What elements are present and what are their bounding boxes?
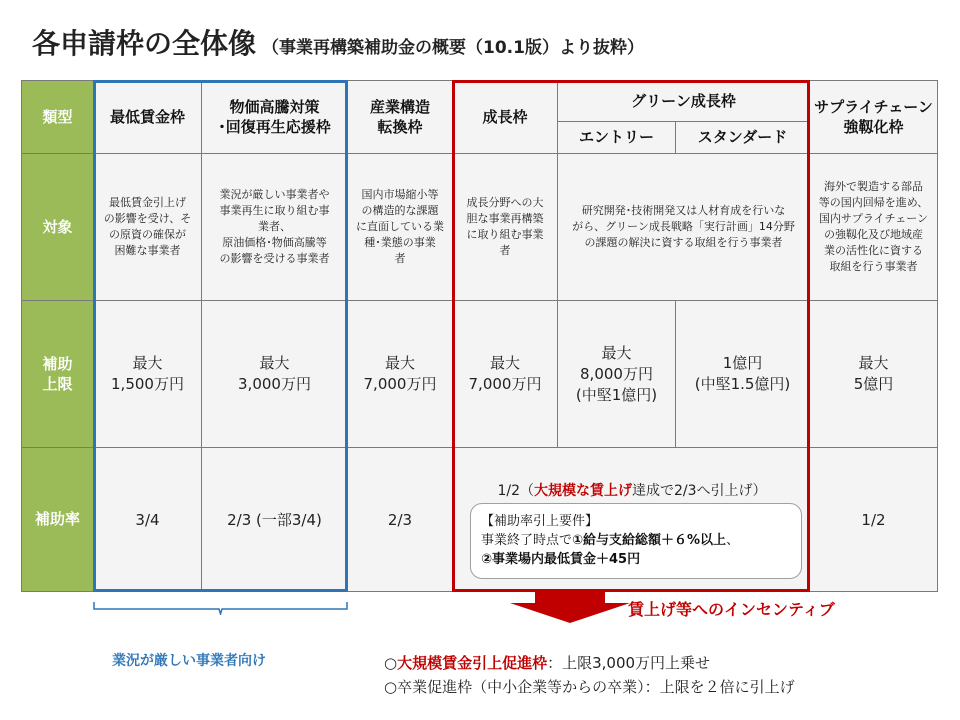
blue-brace: [93, 601, 348, 615]
limit-recovery: [201, 300, 348, 448]
growth-rate-highlight: 大規模な賃上げ: [534, 483, 632, 499]
header-recovery-text: 物価高騰対策 ･回復再生応援枠: [218, 97, 331, 136]
target-green-text: 研究開発･技術開発又は人材育成を行いな がら、グリーン成長戦略「実行計画」14分野 の課題の解決に資する取組を行う事業者: [572, 204, 795, 249]
target-minwage-text: 最低賃金引上げ の影響を受け、そ の原資の確保が 困難な事業者: [103, 196, 192, 257]
row-label-limit: [21, 300, 94, 448]
limit-industry-text: 最大 7,000万円: [363, 354, 437, 393]
note-1-prefix: ○: [384, 654, 398, 672]
incentive-label: 賃上げ等へのインセンティブ: [628, 600, 835, 619]
limit-green-standard: [675, 300, 810, 448]
requirement-box: [470, 503, 802, 579]
target-industry-text: 国内市場縮小等 の構造的な課題 に直面している業 種･業態の事業 者: [356, 188, 444, 265]
header-green-standard: [675, 121, 810, 154]
rate-recovery-text: 2/3 (一部3/4): [227, 511, 322, 529]
row-label-limit-text: 補助 上限: [42, 354, 73, 393]
note-1-highlight: 大規模賃金引上促進枠: [397, 654, 548, 672]
header-green-standard-text: スタンダード: [697, 128, 788, 147]
limit-recovery-text: 最大 3,000万円: [238, 354, 311, 393]
note-1-text: ：上限3,000万円上乗せ: [547, 654, 711, 672]
requirement-line1-bold: ①給与支給総額＋６%以上: [572, 532, 727, 548]
header-minwage-text: 最低賃金枠: [109, 107, 185, 126]
header-green-entry: [557, 121, 676, 154]
limit-green-entry: [557, 300, 676, 448]
rate-industry-text: 2/3: [387, 510, 413, 529]
limit-green-entry-text: 最大 8,000万円 (中堅1億円): [575, 343, 658, 404]
note-line-1: [384, 652, 710, 673]
header-growth-text: 成長枠: [482, 107, 528, 126]
row-label-target-text: 対象: [42, 217, 73, 236]
row-label-target: [21, 153, 94, 301]
target-recovery: [201, 153, 348, 301]
target-supply-text: 海外で製造する部品 等の国内回帰を進め、 国内サプライチェーン の強靱化及び地域産 業の活性化に資する 取組を行う事業者: [818, 180, 929, 273]
header-recovery: [201, 80, 348, 154]
header-industry-text: 産業構造 転換枠: [369, 97, 430, 136]
header-supply-text: サプライチェーン 強靱化枠: [814, 97, 933, 136]
target-growth-text: 成長分野への大 胆な事業再構築 に取り組む事業 者: [466, 196, 544, 257]
note-2-prefix: ○: [384, 678, 398, 696]
header-industry: [347, 80, 453, 154]
row-label-type-text: 類型: [42, 107, 73, 126]
note-line-2: [384, 676, 795, 697]
target-recovery-text: 業況が厳しい事業者や 事業再生に取り組む事 業者、 原油価格･物価高騰等 の影響を受ける事業者: [219, 188, 330, 265]
rate-minwage-text: 3/4: [135, 510, 160, 529]
header-green-entry-text: エントリー: [578, 128, 654, 147]
header-supply: [809, 80, 938, 154]
rate-supply: [809, 447, 938, 592]
requirement-line1-text: 事業終了時点で: [481, 532, 573, 548]
title-sub: （事業再構築補助金の概要（10.1版）より抜粋）: [262, 38, 644, 58]
limit-green-standard-text: 1億円 (中堅1.5億円): [694, 354, 791, 393]
target-industry: [347, 153, 453, 301]
header-green-text: グリーン成長枠: [631, 91, 736, 110]
growth-rate-line: [462, 480, 802, 500]
row-label-rate-text: 補助率: [34, 510, 80, 529]
note-2-text: 卒業促進枠（中小企業等からの卒業）：上限を２倍に引上げ: [397, 678, 795, 696]
page-title: [32, 22, 644, 62]
target-supply: [809, 153, 938, 301]
requirement-line2: ②事業場内最低賃金＋45円: [481, 551, 641, 567]
limit-industry: [347, 300, 453, 448]
header-green: [557, 80, 810, 122]
rate-recovery: [201, 447, 348, 592]
rate-supply-text: 1/2: [861, 510, 886, 529]
limit-supply: [809, 300, 938, 448]
requirement-line1-end: 、: [726, 532, 740, 548]
growth-rate-suffix: 達成で2/3へ引上げ）: [632, 483, 767, 499]
requirement-title: 【補助率引上要件】: [481, 514, 599, 529]
row-label-rate: [21, 447, 94, 592]
limit-growth-text: 最大 7,000万円: [468, 354, 542, 393]
limit-minwage-text: 最大 1,500万円: [111, 354, 184, 393]
business-label: 業況が厳しい事業者向け: [112, 653, 266, 669]
header-minwage: [93, 80, 202, 154]
header-growth: [452, 80, 558, 154]
red-down-arrow-icon: [490, 591, 650, 623]
growth-rate-prefix: 1/2（: [497, 483, 534, 499]
target-green: [557, 153, 810, 301]
row-label-type: [21, 80, 94, 154]
requirement-line1: [481, 532, 791, 551]
title-main: 各申請枠の全体像: [32, 27, 257, 60]
target-growth: [452, 153, 558, 301]
rate-minwage: [93, 447, 202, 592]
rate-industry: [347, 447, 453, 592]
limit-supply-text: 最大 5億円: [853, 354, 894, 393]
limit-growth: [452, 300, 558, 448]
target-minwage: [93, 153, 202, 301]
limit-minwage: [93, 300, 202, 448]
